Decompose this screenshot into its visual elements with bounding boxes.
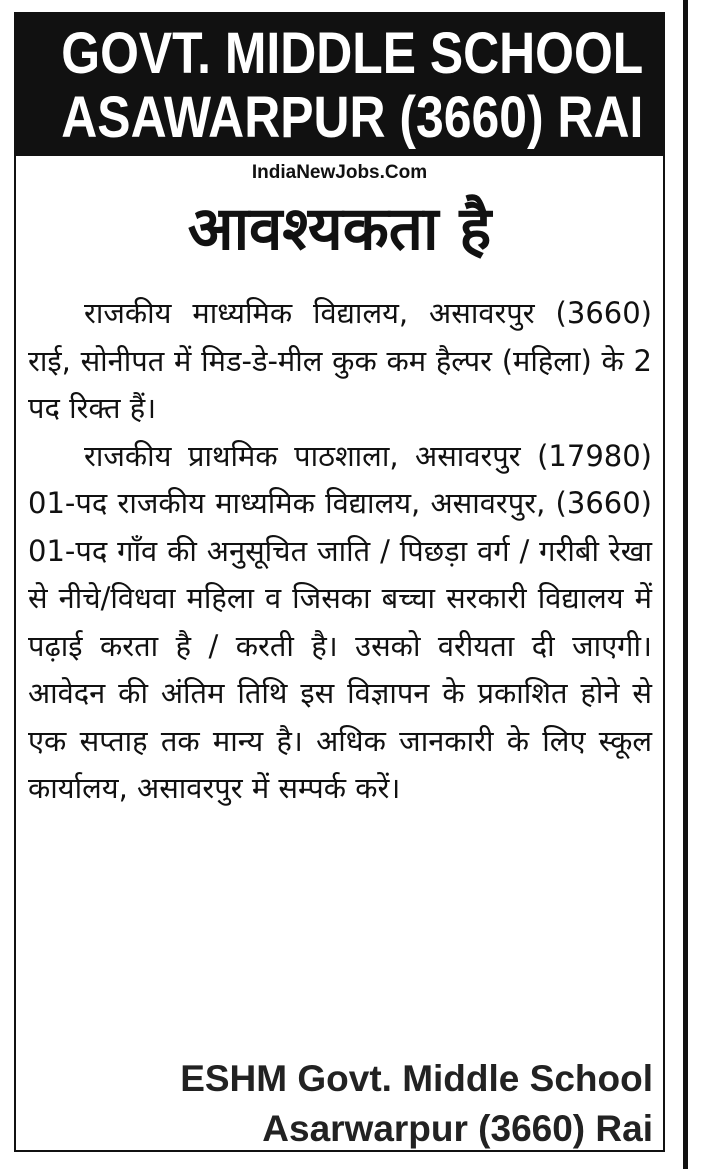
paragraph-eligibility: राजकीय प्राथमिक पाठशाला, असावरपुर (17980) 01-पद राजकीय माध्यमिक विद्यालय, असावरपुर, (3660) 01-पद गाँव की अनुसूचित जाति / पिछड़ा वर्ग / गरीबी रेखा से नीचे/विधवा महिला व जिसका बच्चा सरकारी विद्यालय में पढ़ाई करता है / करती है। उसको वरीयता दी जाएगी। आवेदन की अंतिम तिथि इस विज्ञापन के प्रकाशित होने से एक सप्ताह तक मान्य है। अधिक जानकारी के लिए स्कूल कार्यालय, असावरपुर में सम्पर्क करें। (28, 438, 652, 805)
page-border-rule (683, 0, 688, 1169)
signature-line-2: Asarwarpur (3660) Rai (262, 1108, 653, 1149)
paragraph-vacancy-details: राजकीय माध्यमिक विद्यालय, असावरपुर (3660) राई, सोनीपत में मिड-डे-मील कुक कम हैल्पर (महिला) के 2 पद रिक्त हैं। (28, 296, 652, 425)
notice-body (28, 290, 652, 813)
signature-line-1: ESHM Govt. Middle School (180, 1058, 653, 1099)
watermark-text: IndiaNewJobs.Com (251, 162, 428, 183)
vacancy-headline: आवश्यकता है (187, 194, 492, 264)
school-name-banner (16, 14, 663, 156)
banner-line-1: GOVT. MIDDLE SCHOOL (61, 21, 644, 86)
banner-line-2: ASAWARPUR (3660) RAI (61, 85, 644, 150)
advertisement-box (14, 12, 665, 1152)
signature-block (180, 1054, 653, 1154)
